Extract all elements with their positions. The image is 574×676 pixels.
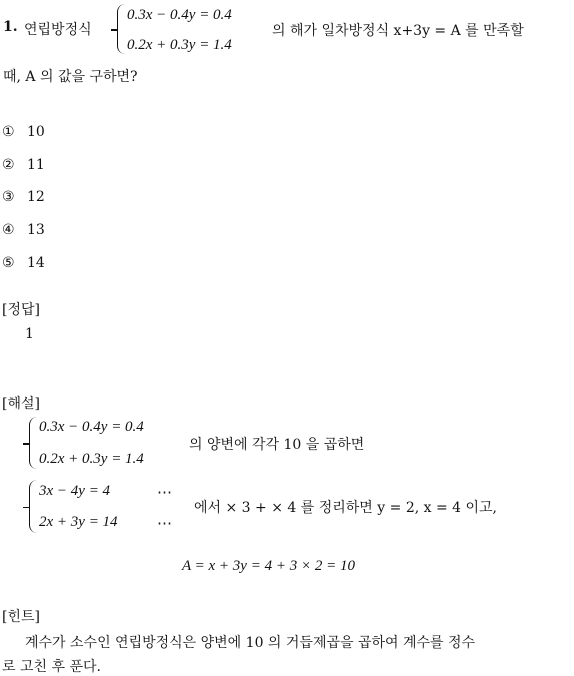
explanation-system2-tag2: ⋯ [157,516,172,532]
answer-value: 1 [25,326,34,342]
problem-system-eq2: 0.2x + 0.3y = 1.4 [127,37,232,53]
explanation-system2-tag1: ⋯ [157,485,172,501]
explanation-text1: 의 양변에 각각 10 을 곱하면 [189,437,365,453]
problem-line2: 때, A 의 값을 구하면? [3,69,138,85]
problem-text-after: 의 해가 일차방정식 x+3y = A 를 만족할 [272,23,524,39]
explanation-system2-brace [29,480,38,533]
choice-2-value: 11 [27,157,45,173]
choice-2[interactable] [2,157,45,173]
hint-label: [힌트] [2,609,40,625]
choice-5-value: 14 [27,255,45,271]
explanation-system1-eq1: 0.3x − 0.4y = 0.4 [39,419,144,435]
choice-3-mark: ③ [2,189,15,205]
problem-number: 1. [3,19,18,35]
explanation-system1-brace [29,417,38,469]
choice-1[interactable] [2,124,45,140]
choice-4-mark: ④ [2,222,15,238]
choice-3-value: 12 [27,189,45,205]
explanation-system2-eq1: 3x − 4y = 4 [39,483,111,499]
answer-label: [정답] [2,302,40,318]
problem-system-brace [117,4,126,54]
choice-5-mark: ⑤ [2,255,15,271]
explanation-system2-eq2: 2x + 3y = 14 [39,514,118,530]
choice-3[interactable] [2,189,45,205]
choice-1-mark: ① [2,124,15,140]
hint-line1: 계수가 소수인 연립방정식은 양변에 10 의 거듭제곱을 곱하여 계수를 정수 [25,635,476,651]
explanation-label: [해설] [2,396,40,412]
choice-1-value: 10 [27,124,45,140]
explanation-text2: 에서 × 3 + × 4 를 정리하면 y = 2, x = 4 이고, [194,500,498,516]
explanation-final: A = x + 3y = 4 + 3 × 2 = 10 [182,558,355,574]
problem-system-eq1: 0.3x − 0.4y = 0.4 [127,7,232,23]
explanation-system1-eq2: 0.2x + 0.3y = 1.4 [39,451,144,467]
choice-5[interactable] [2,255,45,271]
choice-2-mark: ② [2,157,15,173]
problem-intro: 연립방정식 [24,22,92,38]
hint-line2: 로 고친 후 푼다. [2,659,101,675]
choice-4[interactable] [2,222,45,238]
choice-4-value: 13 [27,222,45,238]
